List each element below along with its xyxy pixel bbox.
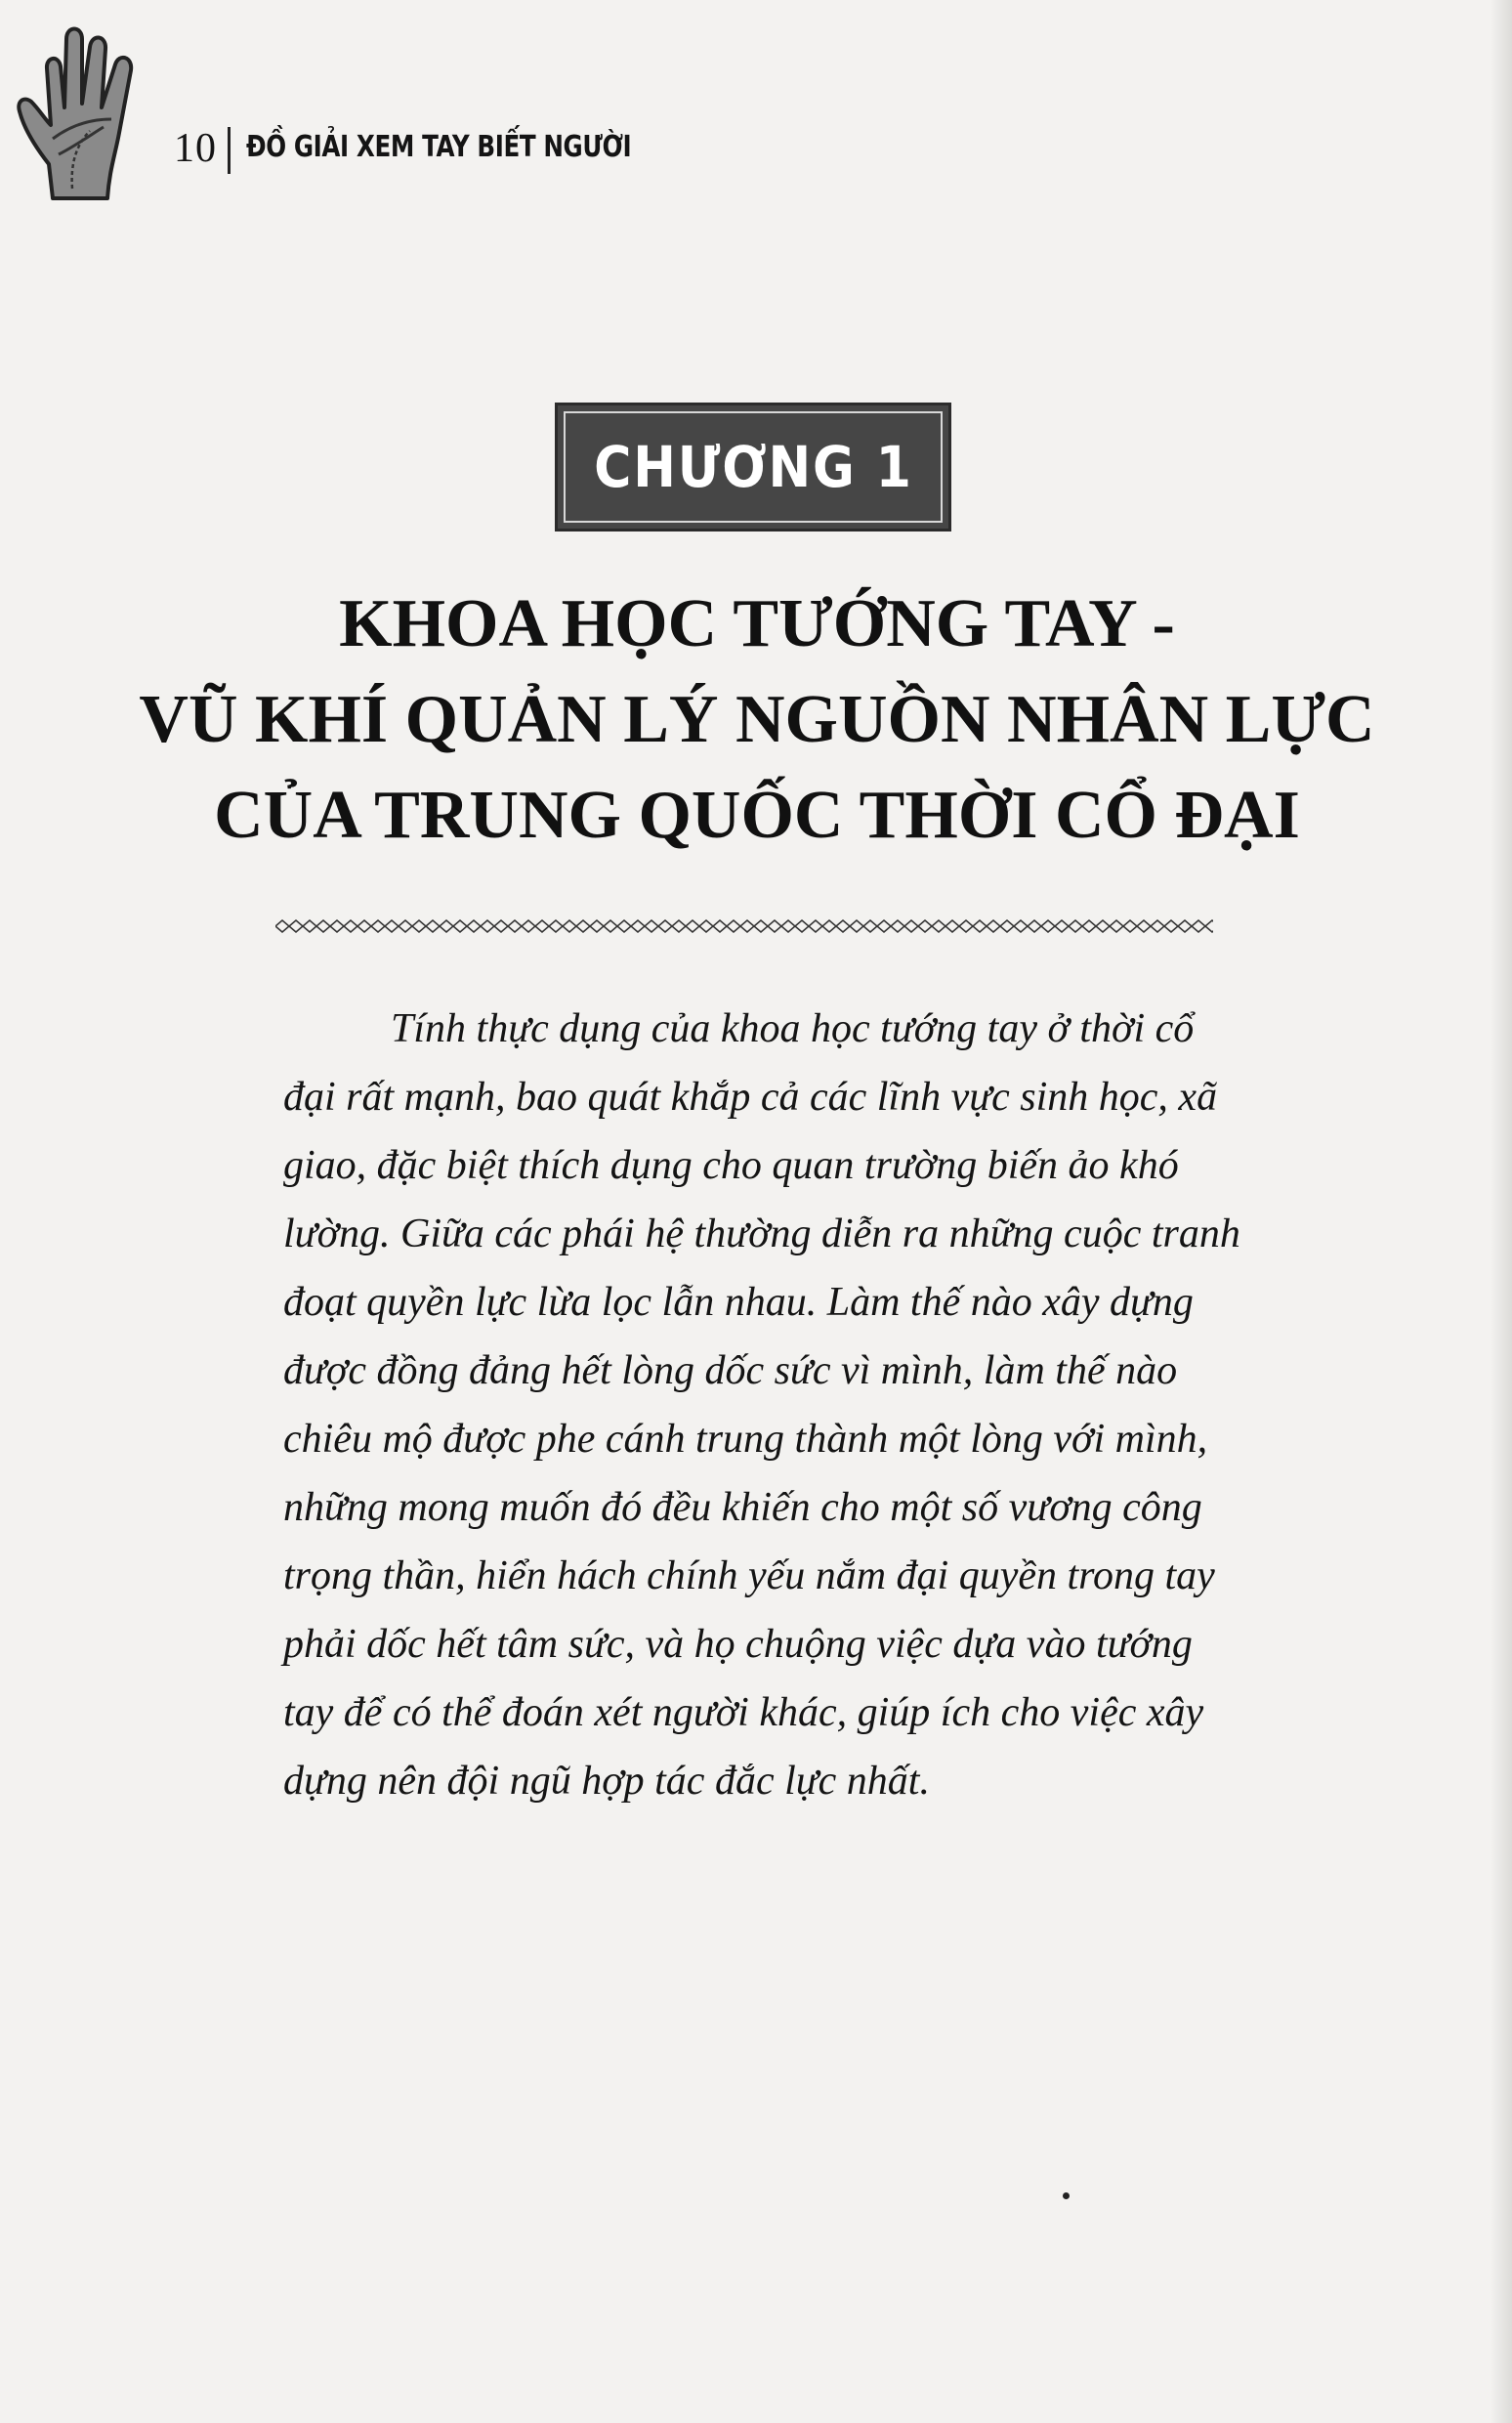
ink-dot bbox=[1063, 2192, 1070, 2199]
palm-hand-icon bbox=[14, 18, 150, 203]
paragraph-text: Tính thực dụng của khoa học tướng tay ở thời cổ đại rất mạnh, bao quát khắp cả các lĩnh vực sinh học, xã giao, đặc biệt thích dụng cho quan trường biến ảo khó lường. Giữa các phái hệ thường diễn ra những cuộc tranh đoạt quyền lực lừa lọc lẫn nhau. Làm thế nào xây dựng được đồng đảng hết lòng dốc sức vì mình, làm thế nào chiêu mộ được phe cánh trung thành một lòng với mình, những mong muốn đó đều khiến cho một số vương công trọng thần, hiển hách chính yếu nắm đại quyền trong tay phải dốc hết tâm sức, và họ chuộng việc dựa vào tướng tay để có thể đoán xét người khác, giúp ích cho việc xây dựng nên đội ngũ hợp tác đắc lực nhất. bbox=[283, 1006, 1240, 1804]
page-edge bbox=[1491, 0, 1512, 2423]
chapter-intro-paragraph bbox=[283, 995, 1245, 1815]
page-number: 10 bbox=[174, 126, 217, 171]
ornament-divider bbox=[275, 914, 1213, 939]
chapter-badge bbox=[555, 403, 951, 531]
chapter-title-line: CỦA TRUNG QUỐC THỜI CỔ ĐẠI bbox=[214, 778, 1300, 853]
chapter-label: CHƯƠNG 1 bbox=[593, 434, 913, 500]
header-divider bbox=[228, 127, 231, 174]
running-title: ĐỒ GIẢI XEM TAY BIẾT NGƯỜI bbox=[246, 130, 632, 164]
chapter-title-line: VŨ KHÍ QUẢN LÝ NGUỒN NHÂN LỰC bbox=[139, 682, 1375, 757]
chapter-title-line: KHOA HỌC TƯỚNG TAY - bbox=[339, 586, 1175, 661]
chapter-title bbox=[117, 576, 1397, 864]
